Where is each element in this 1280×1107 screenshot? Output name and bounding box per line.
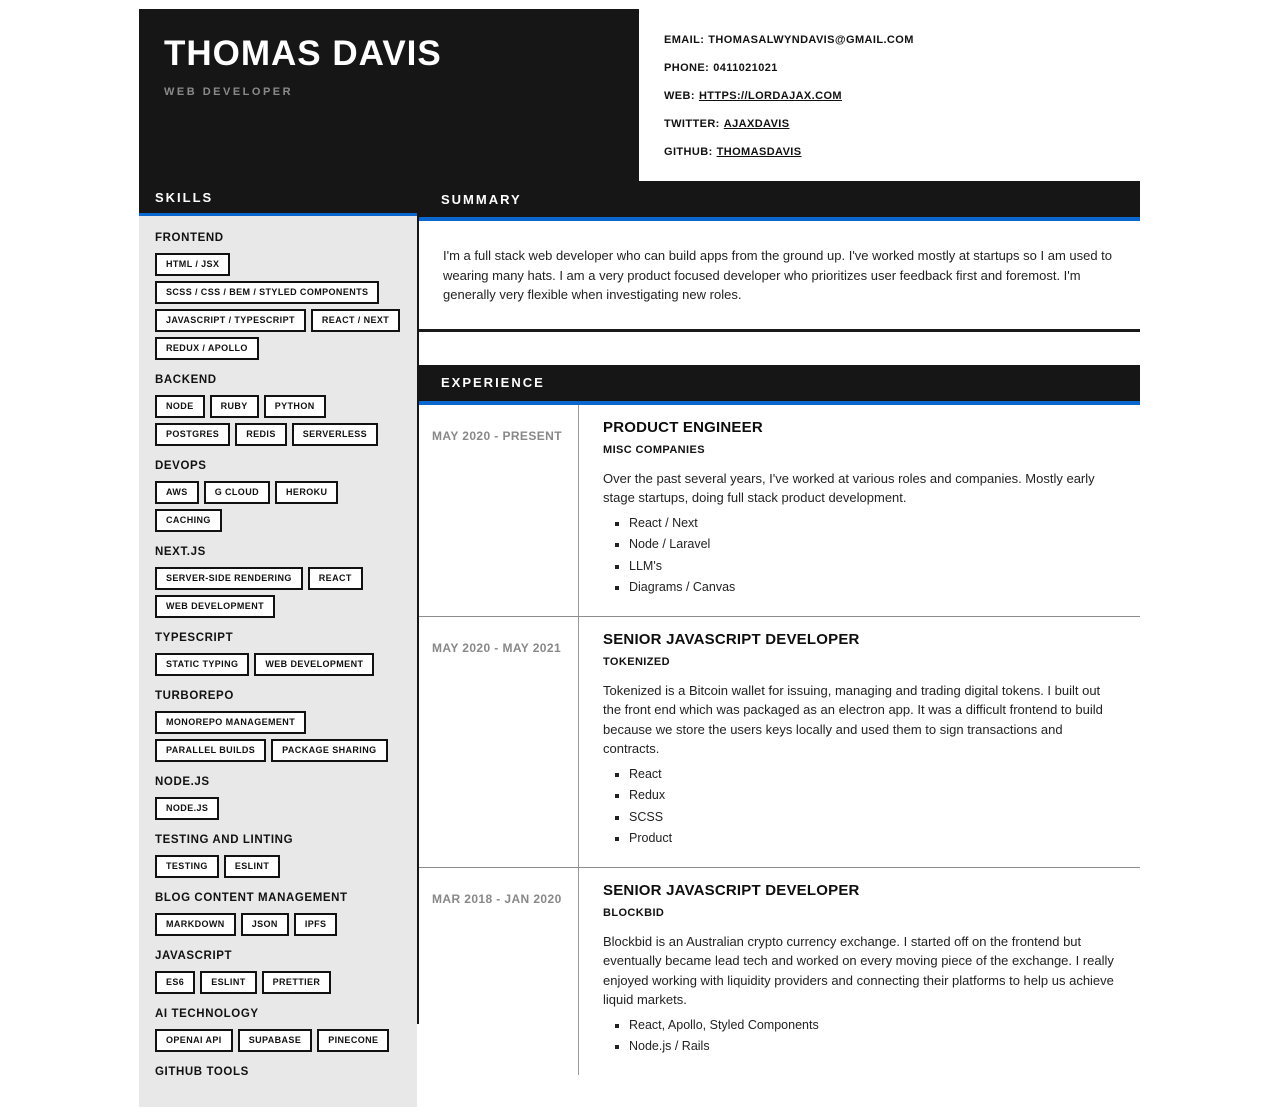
job-title: WEB DEVELOPER [164, 86, 294, 98]
experience-list [419, 405, 1140, 1075]
skill-group [155, 690, 402, 762]
entry-detail [579, 617, 1140, 867]
contact-value-web[interactable]: HTTPS://LORDAJAX.COM [698, 90, 842, 102]
skill-tag: NODE.JS [155, 797, 219, 820]
skill-pills [155, 971, 402, 994]
skill-tag: POSTGRES [155, 423, 230, 446]
entry-company: TOKENIZED [603, 655, 670, 668]
skill-group [155, 546, 402, 618]
entry-company: MISC COMPANIES [603, 443, 705, 456]
skill-pills [155, 253, 402, 360]
skills-title: SKILLS [155, 189, 214, 205]
entry-dates: MAR 2018 - JAN 2020 [419, 868, 579, 1075]
skill-tag: ESLINT [200, 971, 256, 994]
highlight-item: ▪ LLM's [629, 560, 1116, 574]
contact-list [664, 35, 1140, 158]
contact-row [664, 35, 1140, 46]
entry-highlights [603, 768, 1116, 846]
skill-tag: SUPABASE [238, 1029, 313, 1052]
skill-group [155, 374, 402, 446]
skill-group-name: TESTING AND LINTING [155, 834, 294, 846]
contact-value-email: THOMASALWYNDAVIS@GMAIL.COM [708, 34, 914, 46]
skill-tag: RUBY [210, 395, 259, 418]
skill-group [155, 950, 402, 994]
body [139, 181, 1140, 1078]
skill-tag: TESTING [155, 855, 219, 878]
main-content [419, 181, 1140, 1053]
skill-group-name: GITHUB TOOLS [155, 1066, 249, 1078]
skill-tag: JSON [241, 913, 289, 936]
skills-sidebar [139, 181, 419, 1078]
experience-entry [419, 405, 1140, 616]
contact-label: TWITTER: [664, 118, 720, 130]
skill-pills [155, 481, 402, 532]
skill-tag: OPENAI API [155, 1029, 233, 1052]
skill-group [155, 776, 402, 820]
skill-tag: CACHING [155, 509, 222, 532]
skill-tag: STATIC TYPING [155, 653, 249, 676]
skill-tag: SERVER-SIDE RENDERING [155, 567, 303, 590]
entry-highlights [603, 1019, 1116, 1054]
contact-value-github[interactable]: THOMASDAVIS [716, 146, 802, 158]
entry-dates: MAY 2020 - PRESENT [419, 405, 579, 616]
contact-label: WEB: [664, 90, 695, 102]
skill-tag: ES6 [155, 971, 195, 994]
skill-tag: HTML / JSX [155, 253, 230, 276]
skill-tag: PARALLEL BUILDS [155, 739, 266, 762]
skill-group-name: DEVOPS [155, 460, 207, 472]
highlight-item: ▪ Redux [629, 789, 1116, 803]
skill-group [155, 892, 402, 936]
contact-label: GITHUB: [664, 146, 713, 158]
highlight-item: ▪ Diagrams / Canvas [629, 581, 1116, 595]
experience-section-header [419, 365, 1140, 405]
skill-tag: SERVERLESS [292, 423, 378, 446]
skill-tag: ESLINT [224, 855, 280, 878]
skill-tag: JAVASCRIPT / TYPESCRIPT [155, 309, 306, 332]
contact-row [664, 63, 1140, 74]
skill-group-name: NODE.JS [155, 776, 210, 788]
section-gap [419, 332, 1140, 365]
skill-tag: REACT [308, 567, 363, 590]
summary-title: SUMMARY [441, 191, 522, 207]
highlight-item: ▪ React / Next [629, 517, 1116, 531]
contact-row [664, 119, 1140, 130]
experience-entry [419, 867, 1140, 1075]
skill-pills [155, 1029, 402, 1052]
highlight-item: ▪ Node / Laravel [629, 538, 1116, 552]
skill-tag: G CLOUD [204, 481, 270, 504]
entry-position: SENIOR JAVASCRIPT DEVELOPER [603, 881, 860, 899]
skill-group-name: TURBOREPO [155, 690, 234, 702]
skill-group-name: NEXT.JS [155, 546, 206, 558]
entry-highlights [603, 517, 1116, 595]
skill-tag: REACT / NEXT [311, 309, 400, 332]
skill-tag: WEB DEVELOPMENT [254, 653, 374, 676]
skill-tag: HEROKU [275, 481, 338, 504]
skill-group-name: JAVASCRIPT [155, 950, 233, 962]
contact-row [664, 91, 1140, 102]
header [139, 9, 1140, 181]
skill-pills [155, 395, 402, 446]
skill-group [155, 1008, 402, 1052]
skills-list [139, 216, 417, 1107]
skills-section-header [139, 181, 417, 216]
contact-label: PHONE: [664, 62, 710, 74]
highlight-item: ▪ Product [629, 832, 1116, 846]
skill-tag: PYTHON [264, 395, 326, 418]
summary-text: I'm a full stack web developer who can build apps from the ground up. I've worked mostly at startups so I am used to wearing many hats. I am a very product focused developer who prioritizes user feedback first and foremost. I'm generally very flexible when investigating new roles. [419, 221, 1140, 332]
entry-summary: Over the past several years, I've worked at various roles and companies. Mostly early stage startups, doing full stack product development. [603, 470, 1095, 505]
skill-tag: AWS [155, 481, 199, 504]
skill-group-name: BACKEND [155, 374, 217, 386]
highlight-item: ▪ React, Apollo, Styled Components [629, 1019, 1116, 1033]
contact-value-twitter[interactable]: AJAXDAVIS [723, 118, 790, 130]
skill-tag: MONOREPO MANAGEMENT [155, 711, 306, 734]
entry-dates: MAY 2020 - MAY 2021 [419, 617, 579, 867]
skill-tag: SCSS / CSS / BEM / STYLED COMPONENTS [155, 281, 379, 304]
experience-entry [419, 616, 1140, 867]
skill-tag: NODE [155, 395, 205, 418]
skill-tag: REDUX / APOLLO [155, 337, 259, 360]
skill-tag: REDIS [235, 423, 287, 446]
skill-pills [155, 711, 402, 762]
skill-group-name: BLOG CONTENT MANAGEMENT [155, 892, 348, 904]
skill-tag: PINECONE [317, 1029, 389, 1052]
skill-group [155, 632, 402, 676]
skill-tag: PRETTIER [262, 971, 332, 994]
entry-position: SENIOR JAVASCRIPT DEVELOPER [603, 630, 860, 648]
skill-group-name: FRONTEND [155, 232, 224, 244]
entry-position: PRODUCT ENGINEER [603, 418, 763, 436]
skill-group-name: TYPESCRIPT [155, 632, 234, 644]
skill-pills [155, 653, 402, 676]
contact-block [639, 9, 1140, 181]
resume-page [139, 0, 1140, 1078]
highlight-item: ▪ Node.js / Rails [629, 1040, 1116, 1054]
skill-tag: PACKAGE SHARING [271, 739, 387, 762]
skill-tag: IPFS [294, 913, 338, 936]
skill-pills [155, 797, 402, 820]
skill-pills [155, 913, 402, 936]
entry-detail [579, 868, 1140, 1075]
entry-summary: Blockbid is an Australian crypto currency exchange. I started off on the frontend but eventually became lead tech and worked on every moving piece of the exchange. I really enjoyed working with liquidity providers and connecting their platforms to help us achieve liquid markets. [603, 933, 1114, 1007]
contact-label: EMAIL: [664, 34, 705, 46]
skill-pills [155, 567, 402, 618]
skill-group [155, 834, 402, 878]
highlight-item: ▪ React [629, 768, 1116, 782]
skill-pills [155, 855, 402, 878]
contact-value-phone: 0411021021 [713, 62, 778, 74]
contact-row [664, 147, 1140, 158]
skill-group [155, 232, 402, 360]
entry-summary: Tokenized is a Bitcoin wallet for issuing, managing and trading digital tokens. I built out the front end which was packaged as an electron app. It was a difficult frontend to build because we store the users keys locally and used them to sign transactions and contracts. [603, 682, 1103, 756]
skill-group [155, 460, 402, 532]
name-block [139, 9, 639, 181]
experience-title: EXPERIENCE [441, 375, 545, 390]
entry-detail [579, 405, 1140, 616]
person-name: THOMAS DAVIS [164, 34, 442, 73]
skill-group [155, 1066, 402, 1087]
skill-tag: MARKDOWN [155, 913, 236, 936]
skill-tag: WEB DEVELOPMENT [155, 595, 275, 618]
highlight-item: ▪ SCSS [629, 811, 1116, 825]
summary-section-header [419, 181, 1140, 221]
entry-company: BLOCKBID [603, 906, 665, 919]
skill-group-name: AI TECHNOLOGY [155, 1008, 259, 1020]
